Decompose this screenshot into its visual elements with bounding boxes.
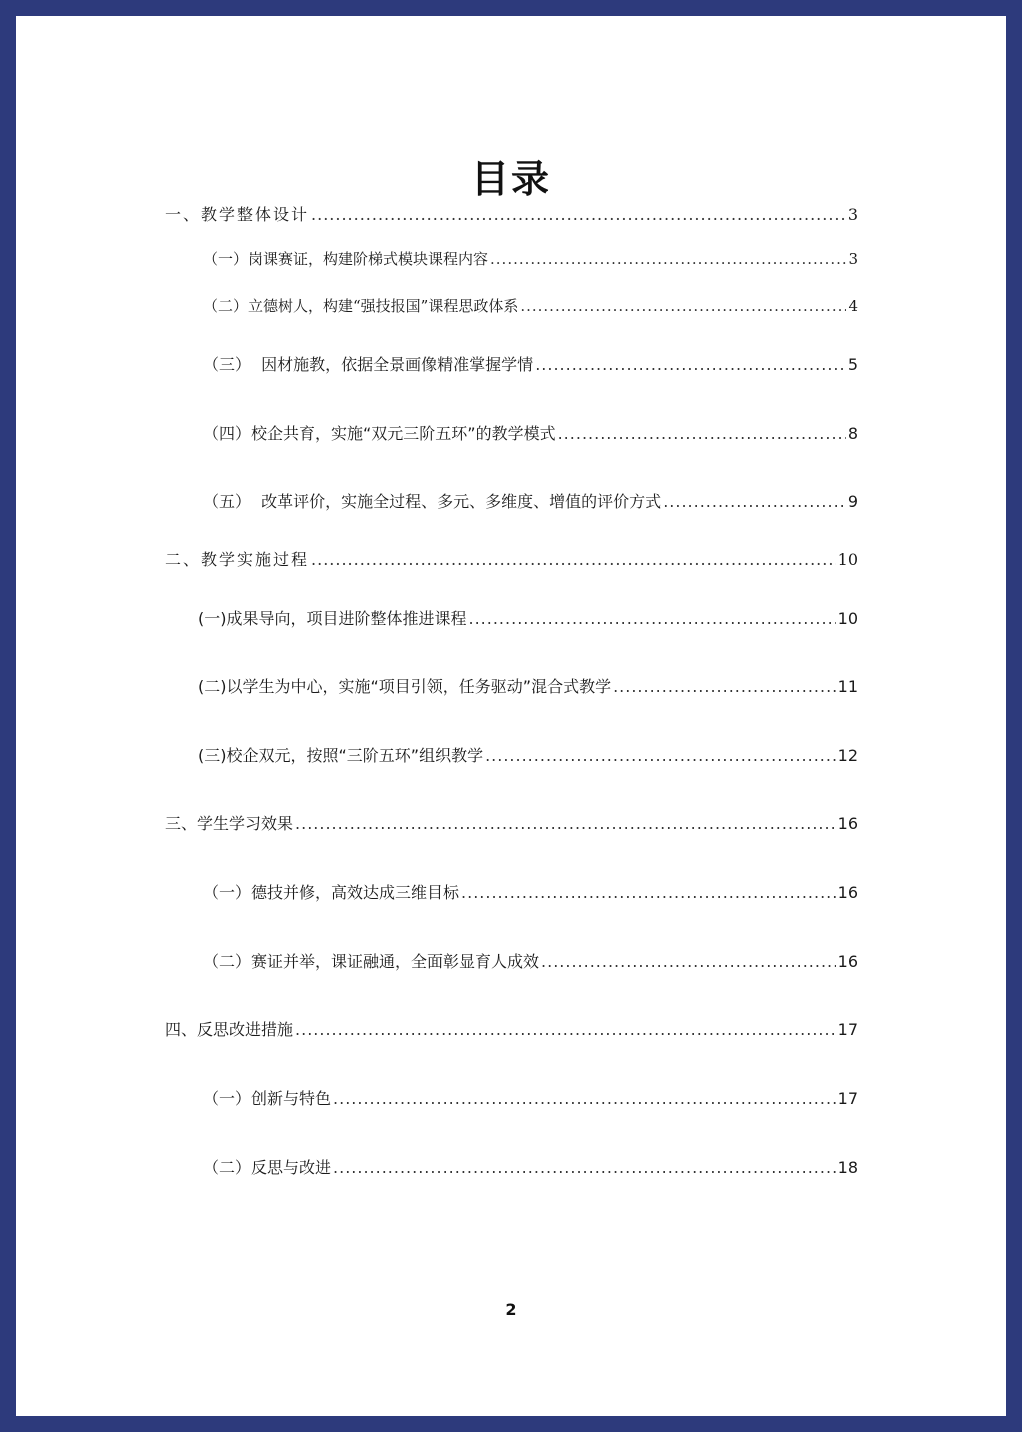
toc-entry[interactable]	[203, 880, 858, 903]
toc-entry-label: （三） 因材施教，依据全景画像精准掌握学情	[203, 355, 534, 374]
toc-entry-label: （一）岗课赛证，构建阶梯式模块课程内容	[203, 250, 489, 268]
toc-entry-label: 四、反思改进措施	[165, 1020, 294, 1039]
dot-leader	[485, 746, 836, 765]
toc-entry-label: （五） 改革评价，实施全过程、多元、多维度、增值的评价方式	[203, 492, 662, 511]
toc-entry[interactable]	[203, 1086, 858, 1109]
dot-leader	[490, 250, 846, 268]
toc-entry[interactable]	[203, 352, 858, 375]
toc-entry[interactable]	[198, 743, 858, 766]
toc-entry-label: (二)以学生为中心，实施“项目引领，任务驱动”混合式教学	[198, 677, 612, 696]
dot-leader	[613, 677, 836, 696]
dot-leader	[461, 883, 836, 902]
toc-entry-label: （一）德技并修，高效达成三维目标	[203, 883, 460, 902]
toc-entry-page: 3	[848, 250, 858, 268]
toc-entry-label: 二、教学实施过程	[165, 550, 310, 569]
toc-entry[interactable]	[165, 811, 858, 834]
toc-entry-page: 16	[837, 883, 858, 902]
toc-entry[interactable]	[203, 248, 858, 269]
toc-entry-page: 17	[837, 1089, 858, 1108]
dot-leader	[295, 1020, 836, 1039]
toc-entry-label: 三、学生学习效果	[165, 814, 294, 833]
toc-entry-page: 10	[837, 609, 858, 628]
toc-entry[interactable]	[198, 606, 858, 629]
toc-entry-label: （一）创新与特色	[203, 1089, 332, 1108]
toc-entry-label: （二）反思与改进	[203, 1158, 332, 1177]
dot-leader	[520, 297, 846, 315]
dot-leader	[311, 550, 836, 569]
toc-entry[interactable]	[203, 489, 858, 512]
toc-entry[interactable]	[165, 202, 858, 225]
toc-entry-page: 9	[847, 492, 858, 511]
document-page	[16, 16, 1006, 1416]
toc-entry[interactable]	[203, 295, 858, 316]
toc-entry-label: 一、教学整体设计	[165, 205, 310, 224]
toc-entry-page: 16	[837, 814, 858, 833]
toc-entry-page: 12	[837, 746, 858, 765]
dot-leader	[663, 492, 846, 511]
toc-entry-page: 5	[847, 355, 858, 374]
toc-entry-label: (三)校企双元，按照“三阶五环”组织教学	[198, 746, 484, 765]
dot-leader	[333, 1158, 836, 1177]
dot-leader	[469, 609, 836, 628]
toc-title: 目录	[470, 157, 551, 201]
toc-entry[interactable]	[203, 1155, 858, 1178]
toc-entry-page: 17	[837, 1020, 858, 1039]
dot-leader	[535, 355, 846, 374]
toc-entry-page: 11	[837, 677, 858, 696]
page-number: 2	[505, 1300, 517, 1319]
dot-leader	[333, 1089, 836, 1108]
toc-entry-page: 10	[837, 550, 858, 569]
dot-leader	[558, 424, 846, 443]
toc-entry-label: （四）校企共育，实施“双元三阶五环”的教学模式	[203, 424, 556, 443]
toc-entry[interactable]	[165, 1017, 858, 1040]
toc-entry-page: 16	[837, 952, 858, 971]
dot-leader	[311, 205, 846, 224]
toc-entry-page: 8	[847, 424, 858, 443]
toc-entry[interactable]	[203, 421, 858, 444]
toc-entry-label: (一)成果导向，项目进阶整体推进课程	[198, 609, 467, 628]
toc-entry[interactable]	[198, 674, 858, 697]
toc-entry-page: 4	[848, 297, 858, 315]
toc-entry[interactable]	[203, 949, 858, 972]
dot-leader	[295, 814, 836, 833]
toc-entry-page: 3	[847, 205, 858, 224]
toc-entry[interactable]	[165, 547, 858, 570]
toc-entry-label: （二）立德树人，构建“强技报国”课程思政体系	[203, 297, 519, 315]
toc-entry-label: （二）赛证并举，课证融通，全面彰显育人成效	[203, 952, 540, 971]
dot-leader	[541, 952, 836, 971]
toc-entry-page: 18	[837, 1158, 858, 1177]
